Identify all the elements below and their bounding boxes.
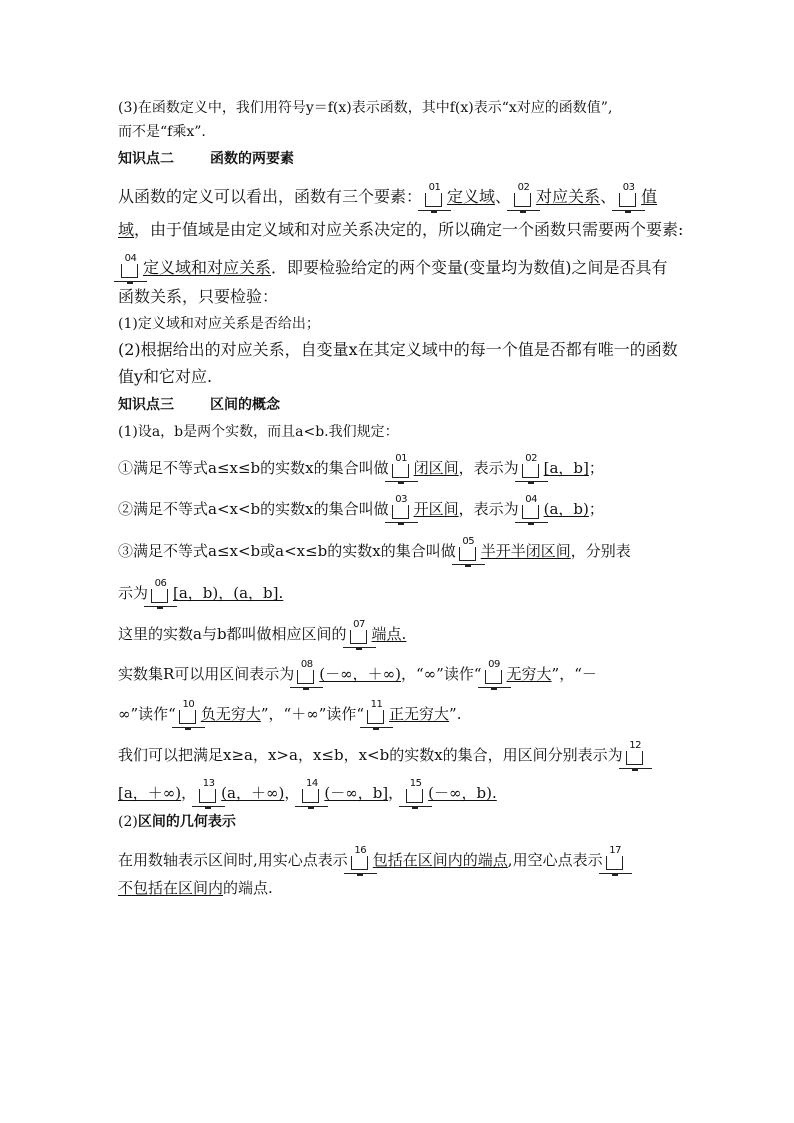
answer-blank-13: 13 <box>198 781 219 804</box>
answer-blank-02b: 02 <box>521 456 542 479</box>
answer-blank-02: 02 <box>513 185 534 208</box>
answer-blank-01b: 01 <box>391 456 412 479</box>
paragraph-real-line-cont: ∞”读作“ 10 负无穷大”，“＋∞”读作“ 11 正无穷大”. <box>118 702 461 725</box>
answer-blank-03b: 03 <box>391 497 412 520</box>
answer-text: 定义域 <box>447 187 496 206</box>
answer-blank-16: 16 <box>350 848 371 871</box>
paragraph-three-elements-cont: 域，由于值域是由定义域和对应关系决定的，所以确定一个函数只需要两个要素: <box>118 220 684 239</box>
answer-text: 对应关系 <box>536 187 601 206</box>
answer-blank-09: 09 <box>484 662 505 685</box>
rule-open-interval: ②满足不等式a<x<b的实数x的集合叫做 03 开区间，表示为 04 (a，b)； <box>118 497 604 520</box>
answer-blank-08: 08 <box>296 662 317 685</box>
answer-blank-01: 01 <box>424 185 445 208</box>
rule-half-open-interval: ③满足不等式a≤x<b或a<x≤b的实数x的集合叫做 05 半开半闭区间，分别表 <box>118 539 631 562</box>
rule-closed-interval: ①满足不等式a≤x≤b的实数x的集合叫做 01 闭区间，表示为 02 [a，b]； <box>118 456 604 479</box>
check-item-2: (2)根据给出的对应关系，自变量x在其定义域中的每一个值是否都有唯一的函数 <box>118 340 678 359</box>
answer-blank-10: 10 <box>178 702 199 725</box>
answer-blank-15: 15 <box>405 781 426 804</box>
rule-half-open-interval-cont: 示为 06 [a，b)，(a，b]. <box>118 581 283 604</box>
answer-blank-04b: 04 <box>521 497 542 520</box>
answer-blank-07: 07 <box>349 622 370 645</box>
paragraph-notation-note: (3)在函数定义中，我们用符号y＝f(x)表示函数，其中f(x)表示“x对应的函数值”, <box>118 100 613 116</box>
answer-blank-03: 03 <box>618 185 639 208</box>
paragraph-notation-note-cont: 而不是“f乘x”. <box>118 124 206 140</box>
section-heading-3: 知识点三 区间的概念 <box>118 397 280 413</box>
answer-blank-17: 17 <box>605 848 626 871</box>
answer-text: 值 <box>641 187 658 206</box>
section-heading-2: 知识点二 函数的两要素 <box>118 151 294 167</box>
paragraph-set-notation-cont: [a，＋∞)， 13 (a，＋∞)， 14 (－∞，b]， 15 (－∞，b). <box>118 781 497 804</box>
subheading-geometric: (2)区间的几何表示 <box>118 814 236 830</box>
answer-blank-06: 06 <box>150 581 171 604</box>
answer-blank-11: 11 <box>366 702 387 725</box>
paragraph-two-elements: 04 定义域和对应关系．即要检验给定的两个变量(变量均为数值)之间是否具有 <box>118 256 668 279</box>
answer-blank-12: 12 <box>625 743 646 766</box>
paragraph-check: 函数关系，只要检验： <box>118 287 279 306</box>
answer-blank-04: 04 <box>120 256 141 279</box>
paragraph-number-line: 在用数轴表示区间时,用实心点表示 16 包括在区间内的端点,用空心点表示 17 <box>118 848 628 871</box>
paragraph-number-line-cont: 不包括在区间内的端点. <box>118 879 273 897</box>
paragraph-set-notation: 我们可以把满足x≥a，x>a，x≤b，x<b的实数x的集合，用区间分别表示为 12 <box>118 743 648 766</box>
paragraph-real-line: 实数集R可以用区间表示为 08 (－∞，＋∞)，“∞”读作“ 09 无穷大”，“－ <box>118 662 597 685</box>
answer-blank-14: 14 <box>301 781 322 804</box>
check-item-2-cont: 值y和它对应. <box>118 367 213 386</box>
paragraph-endpoints: 这里的实数a与b都叫做相应区间的 07 端点. <box>118 622 406 645</box>
answer-blank-05: 05 <box>458 539 479 562</box>
paragraph-definition-intro: (1)设a，b是两个实数，而且a<b.我们规定： <box>118 424 399 440</box>
paragraph-three-elements: 从函数的定义可以看出，函数有三个要素： 01 定义域、 02 对应关系、 03 值 <box>118 185 657 208</box>
answer-text: 定义域和对应关系 <box>143 258 272 277</box>
check-item-1: (1)定义域和对应关系是否给出； <box>118 316 320 332</box>
